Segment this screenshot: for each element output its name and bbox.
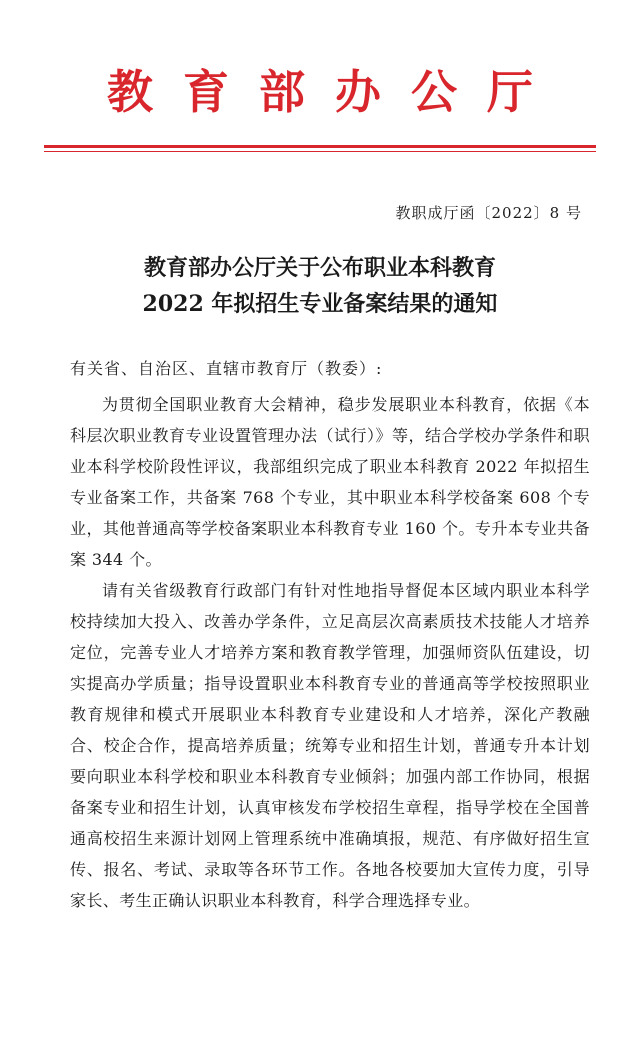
paragraph-1: 为贯彻全国职业教育大会精神，稳步发展职业本科教育，依据《本科层次职业教育专业设置管理办法（试行）》等，结合学校办学条件和职业本科学校阶段性评议，我部组织完成了职业本科教育 2022 年拟招生专业备案工作，共备案 768 个专业，其中职业本科学校备案 608 个专业，其他普通高等学校备案职业本科教育专业 160 个。专升本专业共备案 344 个。	[70, 395, 590, 569]
addressee: 有关省、自治区、直辖市教育厅（教委）:	[70, 359, 383, 378]
paragraph-2: 请有关省级教育行政部门有针对性地指导督促本区域内职业本科学校持续加大投入、改善办学条件，立足高层次高素质技术技能人才培养定位，完善专业人才培养方案和教育教学管理，加强师资队伍建设，切实提高办学质量；指导设置职业本科教育专业的普通高等学校按照职业教育规律和模式开展职业本科教育专业建设和人才培养，深化产教融合、校企合作，提高培养质量；统筹专业和招生计划，普通专升本计划要向职业本科学校和职业本科教育专业倾斜；加强内部工作协同，根据备案专业和招生计划，认真审核发布学校招生章程，指导学校在全国普通高校招生来源计划网上管理系统中准确填报，规范、有序做好招生宣传、报名、考试、录取等各环节工作。各地各校要加大宣传力度，引导家长、考生正确认识职业本科教育，科学合理选择专业。	[70, 581, 590, 910]
masthead-rule-thick	[44, 145, 596, 148]
masthead-title: 教育部办公厅	[107, 65, 563, 119]
title-line-2: 2022 年拟招生专业备案结果的通知	[142, 291, 498, 317]
document-title	[0, 250, 640, 322]
masthead-rule-thin	[44, 151, 596, 152]
document-body	[70, 389, 590, 916]
document-number: 教职成厅函〔2022〕8 号	[395, 204, 582, 222]
title-line-1: 教育部办公厅关于公布职业本科教育	[143, 255, 496, 281]
